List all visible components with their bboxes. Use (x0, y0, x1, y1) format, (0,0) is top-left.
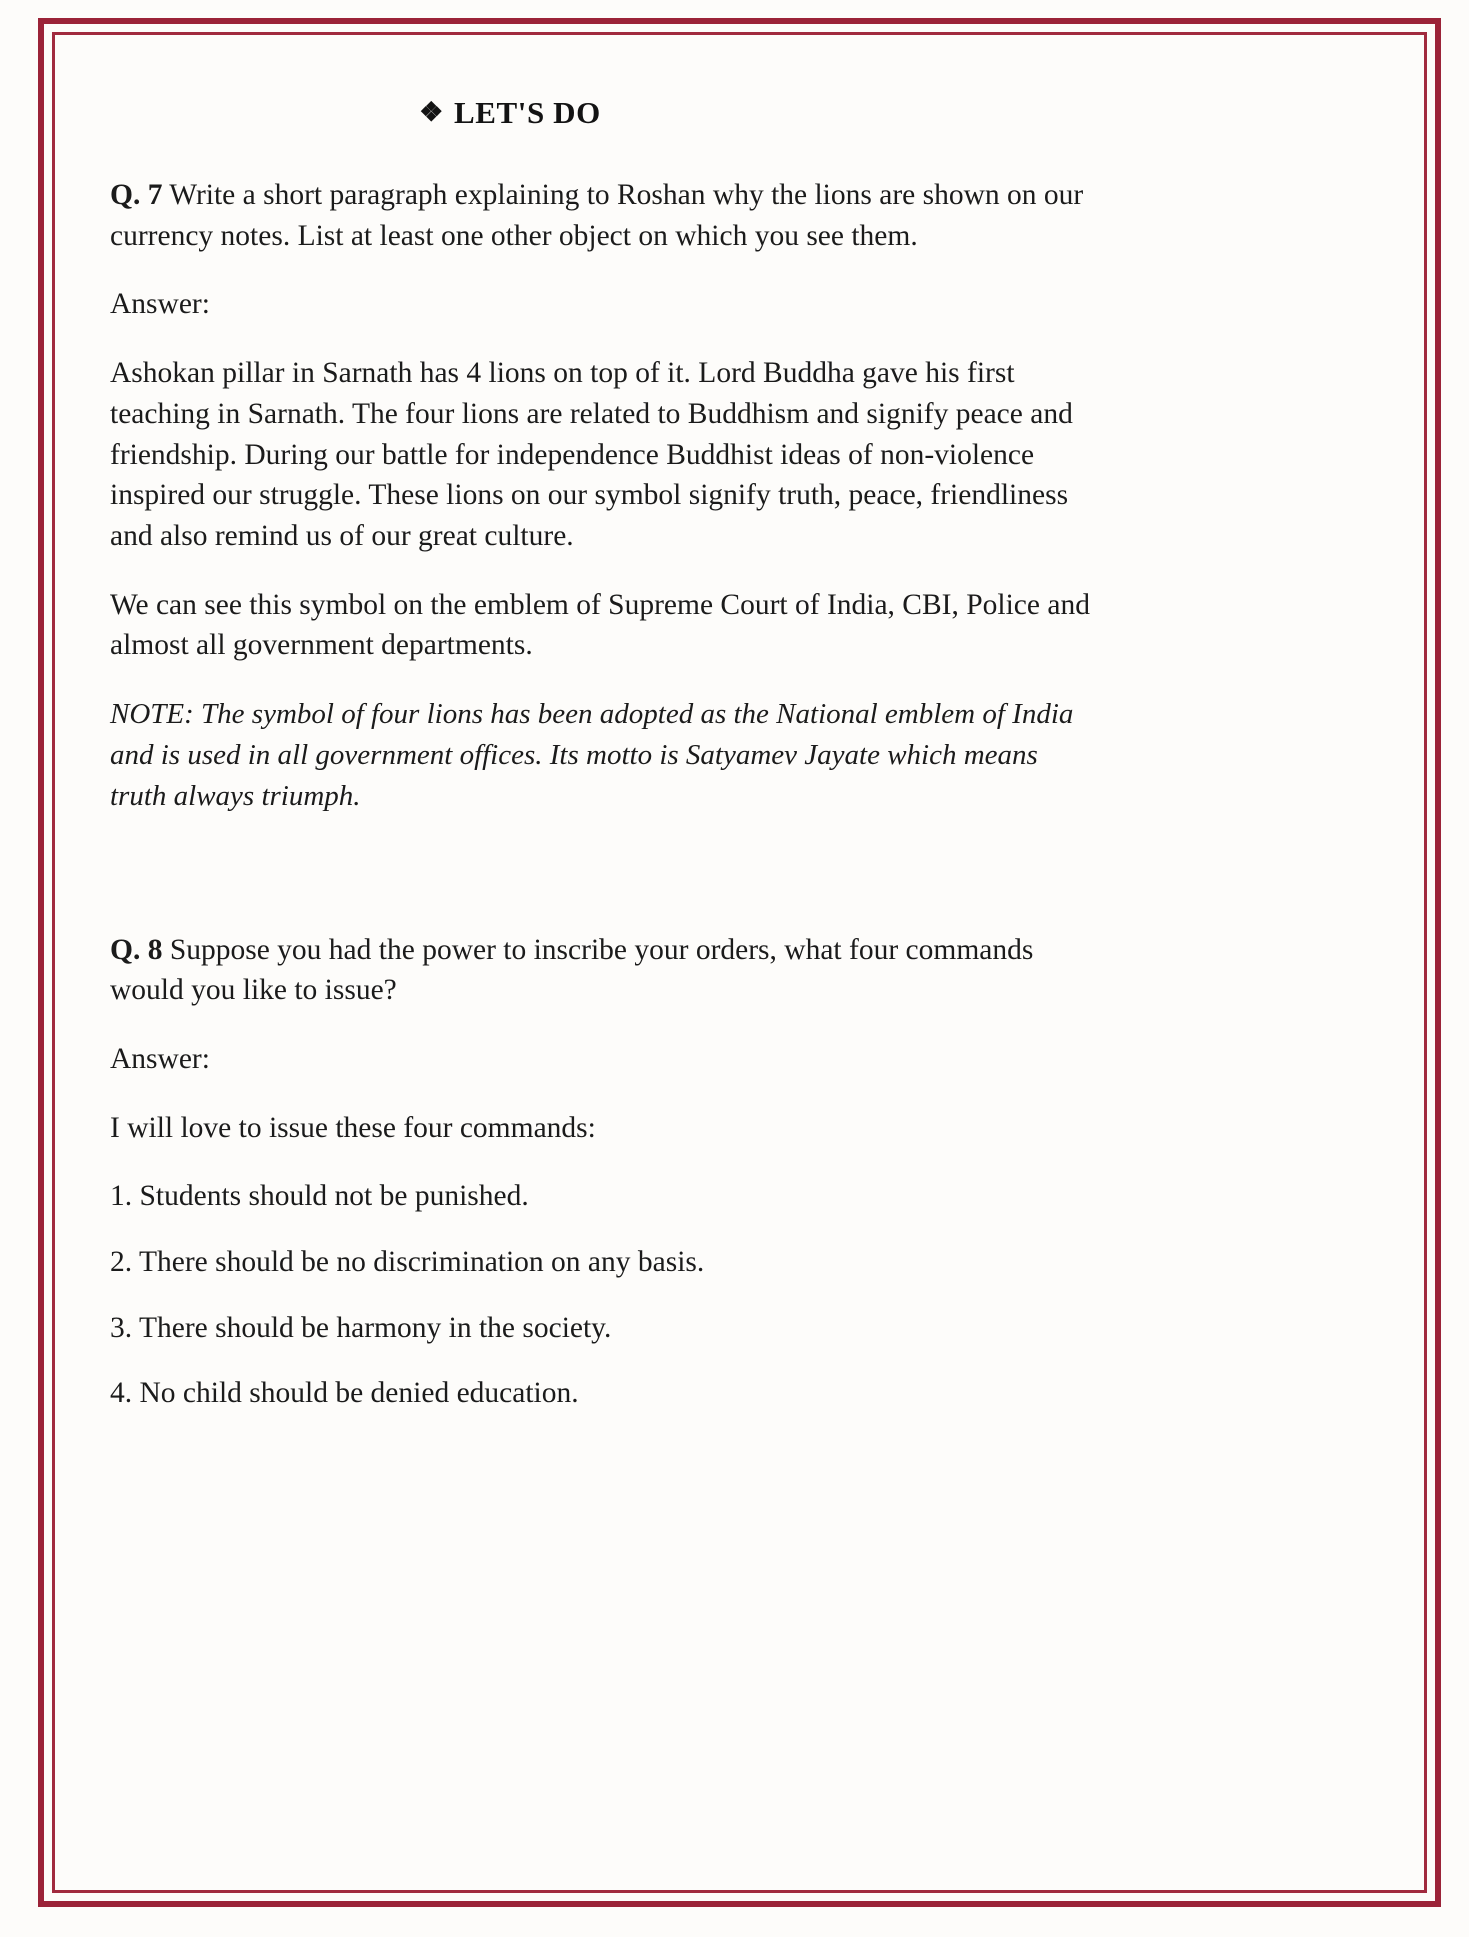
command-item-3: 3. There should be harmony in the society. (110, 1311, 612, 1344)
page-title-text: LET'S DO (453, 95, 601, 130)
question-8-label: Q. 8 (110, 933, 163, 966)
command-item-1: 1. Students should not be punished. (110, 1180, 529, 1213)
answer-8-intro: I will love to issue these four commands: (110, 1111, 596, 1144)
question-8-text (110, 930, 1095, 1011)
question-7-body: Write a short paragraph explaining to Roshan why the lions are shown on our currency notes. List at least one other object on which you see them. (110, 179, 1084, 252)
diamond-bullet-icon: ❖ (419, 97, 444, 127)
section-spacer (110, 846, 1095, 930)
answer-7-note: NOTE: The symbol of four lions has been adopted as the National emblem of India and is used in all government offices. Its motto is Satyamev Jayate which means truth always triumph. (110, 698, 1074, 813)
command-item-2: 2. There should be no discrimination on any basis. (110, 1246, 705, 1279)
answer-label-8: Answer: (110, 1042, 210, 1075)
question-7-label: Q. 7 (110, 179, 163, 211)
document-content (110, 95, 1095, 1439)
command-item-4: 4. No child should be denied education. (110, 1377, 579, 1410)
answer-label-7: Answer: (110, 288, 210, 321)
question-7-text (110, 175, 1095, 256)
answer-7-paragraph-2: We can see this symbol on the emblem of Supreme Court of India, CBI, Police and almost all government departments. (110, 588, 1090, 662)
page-title (110, 95, 1095, 131)
question-8-body: Suppose you had the power to inscribe your orders, what four commands would you like to issue? (110, 933, 1034, 1007)
answer-7-paragraph-1: Ashokan pillar in Sarnath has 4 lions on top of it. Lord Buddha gave his first teaching in Sarnath. The four lions are related to Buddhism and signify peace and friendship. During our battle for independence Buddhist ideas of non-violence inspired our struggle. These lions on our symbol signify truth, peace, friendliness and also remind us of our great culture. (110, 357, 1073, 552)
